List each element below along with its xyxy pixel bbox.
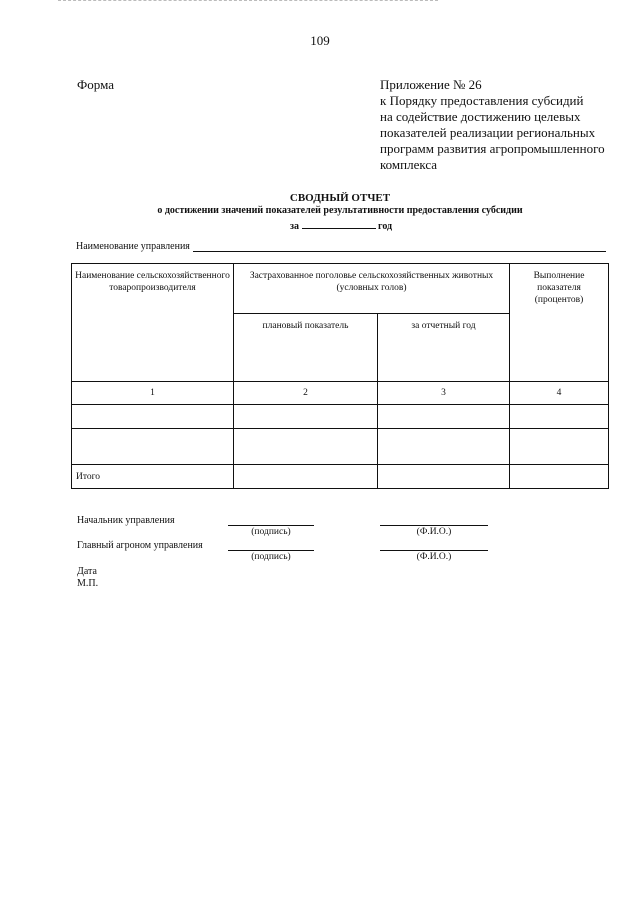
appendix-line: Приложение № 26 [380,77,482,92]
report-subtitle: о достижении значений показателей результативности предоставления субсидии [157,205,523,216]
table-cell[interactable] [234,429,378,465]
table-cell[interactable] [378,465,510,489]
appendix-line: на содействие достижению целевых [380,109,581,124]
form-label: Форма [77,77,114,92]
organization-line [76,241,606,252]
table-row [72,405,609,429]
header-producer-name: Наименование сельскохозяйственного товаропроизводителя [72,264,234,382]
table-cell[interactable] [510,429,609,465]
table-cell[interactable] [378,405,510,429]
top-scan-edge [58,0,438,2]
column-number: 2 [234,382,378,405]
period-prefix: за [290,221,300,232]
chief-agronomist-label: Главный агроном управления [77,540,203,551]
report-title: СВОДНЫЙ ОТЧЕТ [289,192,391,204]
name-caption: (Ф.И.О.) [416,527,452,537]
table-cell[interactable] [378,429,510,465]
column-number-row [72,382,609,405]
agronomist-name-line[interactable] [380,550,488,551]
organization-blank-field[interactable] [193,243,606,252]
header-planned-value: плановый показатель [234,314,378,382]
appendix-line: показателей реализации региональных [380,125,596,140]
appendix-line: программ развития агропромышленного [380,141,605,156]
name-caption: (Ф.И.О.) [416,552,452,562]
total-label: Итого [72,465,234,489]
total-row [72,465,609,489]
report-period [290,218,392,232]
table-cell[interactable] [234,405,378,429]
stamp-label: М.П. [77,578,99,589]
appendix-line: комплекса [380,157,438,172]
appendix-block [380,77,620,173]
table-cell[interactable] [72,405,234,429]
head-name-line[interactable] [380,525,488,526]
header-reporting-year: за отчетный год [378,314,510,382]
organization-label: Наименование управления [76,241,190,252]
header-insured-livestock: Застрахованное поголовье сельскохозяйственных животных (условных голов) [234,264,510,314]
table-row [72,429,609,465]
head-signature-line[interactable] [228,525,314,526]
table-cell[interactable] [234,465,378,489]
table-cell[interactable] [72,429,234,465]
date-label: Дата [77,566,97,577]
period-suffix: год [378,221,393,232]
agronomist-signature-line[interactable] [228,550,314,551]
page-number: 109 [310,33,330,48]
head-of-department-label: Начальник управления [77,515,175,526]
column-number: 4 [510,382,609,405]
table-cell[interactable] [510,465,609,489]
appendix-line: к Порядку предоставления субсидий [380,93,584,108]
signature-caption: (подпись) [251,527,291,537]
header-completion-percent: Выполнение показателя (процентов) [510,264,609,382]
period-blank-field[interactable] [302,218,376,229]
table-cell[interactable] [510,405,609,429]
column-number: 3 [378,382,510,405]
signature-caption: (подпись) [251,552,291,562]
report-table [71,263,609,489]
column-number: 1 [72,382,234,405]
